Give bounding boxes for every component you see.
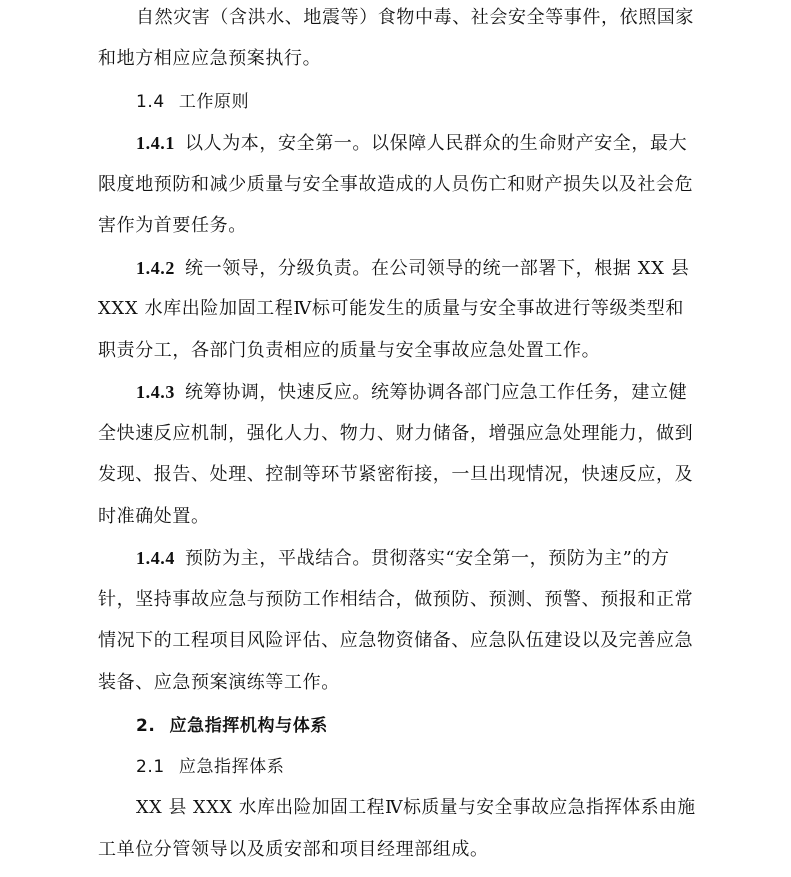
paragraph-1-4-3-line-1	[136, 380, 687, 405]
intro-line-2: 和地方相应应急预案执行。	[98, 48, 322, 69]
paragraph-1-4-4-line-3: 情况下的工程项目风险评估、应急物资储备、应急队伍建设以及完善应急	[98, 630, 694, 651]
section-title: 工作原则	[178, 92, 250, 112]
clause-text: 以人为本，安全第一。以保障人民群众的生命财产安全，最大	[185, 133, 688, 154]
clause-number: 1.4.4	[136, 548, 175, 568]
paragraph-1-4-2-line-3: 职责分工，各部门负责相应的质量与安全事故应急处置工作。	[98, 340, 601, 361]
paragraph-1-4-1-line-3: 害作为首要任务。	[98, 215, 247, 236]
paragraph-1-4-4-line-4: 装备、应急预案演练等工作。	[98, 672, 340, 693]
clause-number: 1.4.2	[136, 258, 175, 278]
paragraph-1-4-3-line-3: 发现、报告、处理、控制等环节紧密衔接，一旦出现情况，快速反应，及	[98, 464, 694, 485]
paragraph-1-4-2-line-2: XXX 水库出险加固工程Ⅳ标可能发生的质量与安全事故进行等级类型和	[98, 298, 684, 319]
intro-line-1: 自然灾害（含洪水、地震等）食物中毒、社会安全等事件，依照国家	[136, 7, 694, 28]
clause-number: 1.4.1	[136, 133, 175, 153]
paragraph-1-4-3-line-2: 全快速反应机制，强化人力、物力、财力储备，增强应急处理能力，做到	[98, 423, 694, 444]
paragraph-1-4-2-line-1	[136, 256, 689, 281]
section-title: 应急指挥体系	[178, 757, 285, 777]
section-number: 2.	[136, 716, 156, 736]
section-1-4-heading	[136, 90, 249, 114]
section-number: 1.4	[136, 92, 165, 112]
clause-text: 统筹协调，快速反应。统筹协调各部门应急工作任务，建立健	[185, 382, 688, 403]
clause-text: 预防为主，平战结合。贯彻落实“安全第一，预防为主”的方	[185, 548, 670, 569]
paragraph-1-4-3-line-4: 时准确处置。	[98, 506, 210, 527]
clause-number: 1.4.3	[136, 382, 175, 402]
paragraph-2-1-line-2: 工单位分管领导以及质安部和项目经理部组成。	[98, 839, 489, 860]
section-title: 应急指挥机构与体系	[169, 716, 328, 736]
paragraph-2-1-line-1: XX 县 XXX 水库出险加固工程Ⅳ标质量与安全事故应急指挥体系由施	[136, 797, 696, 818]
paragraph-1-4-4-line-2: 针，坚持事故应急与预防工作相结合，做预防、预测、预警、预报和正常	[98, 589, 694, 610]
paragraph-1-4-1-line-1	[136, 131, 687, 156]
clause-text: 统一领导，分级负责。在公司领导的统一部署下，根据 XX 县	[185, 258, 690, 279]
paragraph-1-4-4-line-1	[136, 546, 670, 571]
section-number: 2.1	[136, 757, 165, 777]
section-2-1-heading	[136, 755, 284, 779]
section-2-heading	[136, 714, 328, 738]
paragraph-1-4-1-line-2: 限度地预防和减少质量与安全事故造成的人员伤亡和财产损失以及社会危	[98, 174, 694, 195]
